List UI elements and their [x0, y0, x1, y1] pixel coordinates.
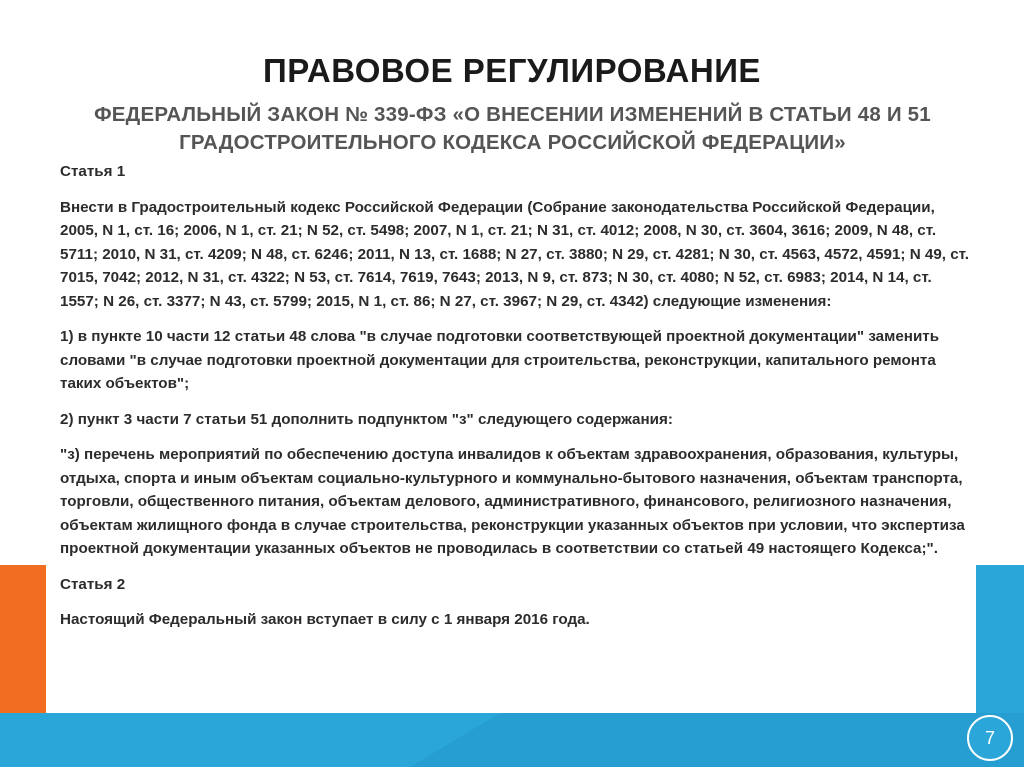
article-1-heading: Статья 1 — [60, 163, 126, 180]
article-1-intro: Внести в Градостроительный кодекс Российской Федерации (Собрание законодательства Российской Федерации, 2005, N 1, ст. 16; 2006, N 1, ст. 21; N 52, ст. 5498; 2007, N 1, ст. 21; N 31, ст. 4012; 2008, N 30, ст. 3604, 3616; 2009, N 48, ст. 5711; 2010, N 31, ст. 4209; N 48, ст. 6246; 2011, N 13, ст. 1688; N 27, ст. 3880; N 29, ст. 4281; N 30, ст. 4563, 4572, 4591; N 49, ст. 7015, 7042; 2012, N 31, ст. 4322; N 53, ст. 7614, 7619, 7643; 2013, N 9, ст. 873; N 30, ст. 4080; N 52, ст. 6983; 2014, N 14, ст. 1557; N 26, ст. 3377; N 43, ст. 5799; 2015, N 1, ст. 86; N 27, ст. 3967; N 29, ст. 4342) следующие изменения: — [60, 198, 970, 310]
article-1-item-2-text: "з) перечень мероприятий по обеспечению доступа инвалидов к объектам здравоохранения, образования, культуры, отдыха, спорта и иным объектам социально-культурного и коммунально-бытового назначения, объектам транспорта, торговли, общественного питания, объектам делового, административного, финансового, религиозного назначения, объектам жилищного фонда в случае строительства, реконструкции указанных объектов при условии, что экспертиза проектной документации указанных объектов не проводилась в соответствии со статьей 49 настоящего Кодекса;". — [60, 446, 965, 557]
article-2-text: Настоящий Федеральный закон вступает в силу с 1 января 2016 года. — [60, 611, 590, 628]
article-1-item-2: 2) пункт 3 части 7 статьи 51 дополнить подпунктом "з" следующего содержания: — [60, 410, 673, 428]
law-text — [60, 160, 970, 632]
slide-title: ПРАВОВОЕ РЕГУЛИРОВАНИЕ — [263, 52, 761, 89]
bottom-bar-shade — [410, 713, 1024, 767]
article-1-item-1: 1) в пункте 10 части 12 статьи 48 слова "в случае подготовки соответствующей проектной документации" заменить словами "в случае подготовки проектной документации для строительства, реконструкции, капитального ремонта таких объектов"; — [60, 328, 940, 392]
page-number-badge: 7 — [967, 715, 1013, 761]
right-blue-band — [976, 565, 1024, 713]
article-2-heading: Статья 2 — [60, 575, 126, 593]
slide-subtitle: ФЕДЕРАЛЬНЫЙ ЗАКОН № 339-ФЗ «О ВНЕСЕНИИ ИЗМЕНЕНИЙ В СТАТЬИ 48 И 51 ГРАДОСТРОИТЕЛЬНОГО КОДЕКСА РОССИЙСКОЙ ФЕДЕРАЦИИ» — [94, 103, 931, 154]
